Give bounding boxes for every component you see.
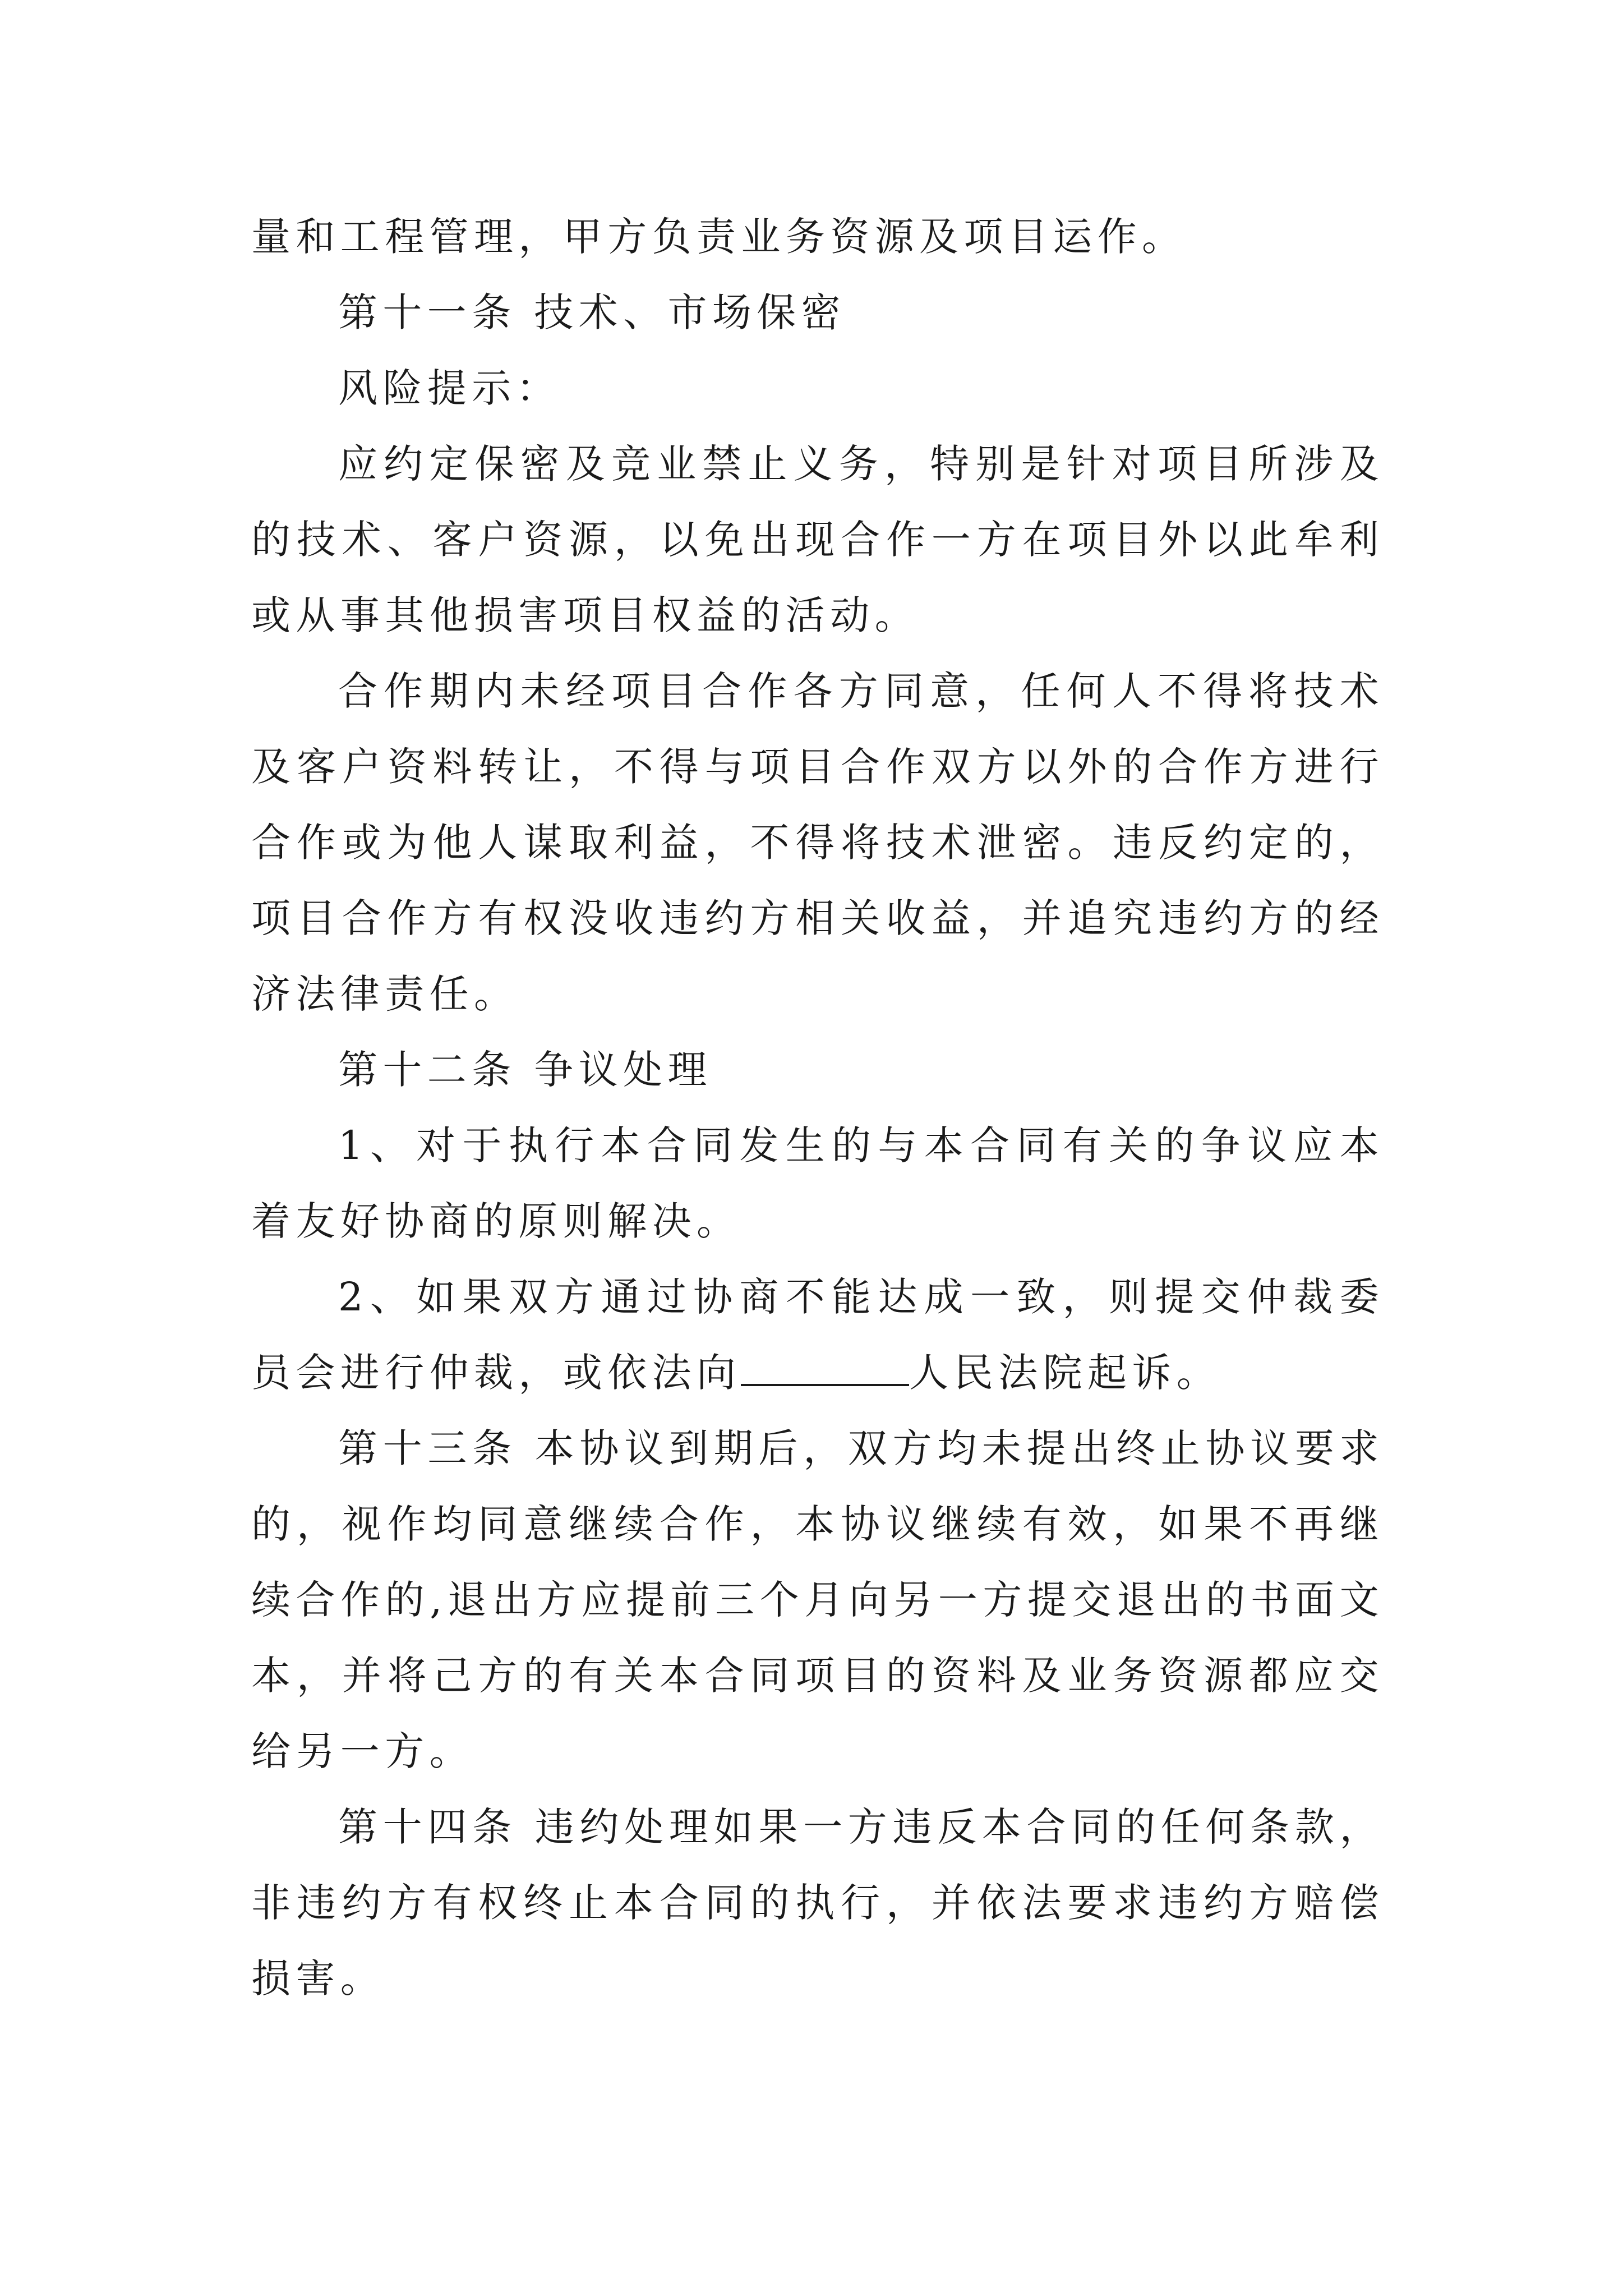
dispute-clause-2 [251, 1259, 1384, 1411]
document-page [251, 199, 1384, 2017]
court-name-blank [741, 1383, 909, 1386]
dispute-clause-1: 1、对于执行本合同发生的与本合同有关的争议应本着友好协商的原则解决。 [251, 1122, 1384, 1244]
risk-notice-label: 风险提示： [338, 365, 561, 411]
risk-notice-paragraph: 应约定保密及竞业禁止义务，特别是针对项目所涉及的技术、客户资源，以免出现合作一方在项目外以此牟利或从事其他损害项目权益的活动。 [251, 441, 1384, 638]
dispute-clause-2-end: 人民法院起诉。 [909, 1350, 1221, 1396]
article-14-paragraph: 第十四条 违约处理如果一方违反本合同的任何条款，非违约方有权终止本合同的执行，并依法要求违约方赔偿损害。 [251, 1804, 1384, 2001]
confidentiality-paragraph: 合作期内未经项目合作各方同意，任何人不得将技术及客户资料转让，不得与项目合作双方以外的合作方进行合作或为他人谋取利益，不得将技术泄密。违反约定的，项目合作方有权没收违约方相关收益，并追究违约方的经济法律责任。 [251, 668, 1384, 1017]
article-12-heading: 第十二条 争议处理 [338, 1047, 712, 1093]
dispute-clause-2-text: 2、如果双方通过协商不能达成一致，则提交仲裁委员会进行仲裁，或依法向 [251, 1274, 1384, 1396]
paragraph-continuation: 量和工程管理，甲方负责业务资源及项目运作。 [251, 214, 1187, 260]
article-13-paragraph: 第十三条 本协议到期后，双方均未提出终止协议要求的，视作均同意继续合作，本协议继续有效，如果不再继续合作的,退出方应提前三个月向另一方提交退出的书面文本，并将己方的有关本合同项目的资料及业务资源都应交给另一方。 [251, 1425, 1384, 1774]
article-11-heading: 第十一条 技术、市场保密 [338, 289, 846, 335]
